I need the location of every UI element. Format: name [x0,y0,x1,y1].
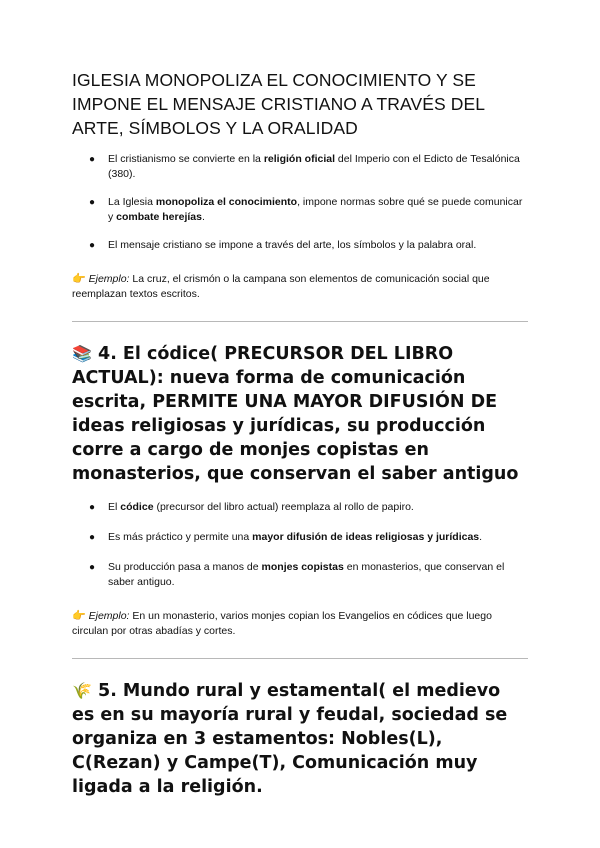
list-item [72,560,528,590]
bullet-bold: mayor difusión de ideas religiosas y jurídicas [252,531,480,543]
example-label: Ejemplo: [88,610,130,622]
books-icon: 📚 [72,344,92,363]
list-item [72,152,528,182]
bullet-text: Es más práctico y permite una [108,531,253,543]
bullet-icon: ● [89,154,96,165]
bullet-bold: monjes copistas [261,561,344,573]
bullet-bold: combate herejías [116,211,202,223]
section-4-title: 4. El códice( PRECURSOR DEL LIBRO ACTUAL): nueva forma de comunicación escrita, PERMITE UNA MAYOR DIFUSIÓN DE ideas religiosas y jurídicas, su producción corre a cargo de monjes copistas en monasterios, que conservan el saber antiguo [72,344,519,484]
bullet-text: El cristianismo se convierte en la [108,153,264,165]
bullet-text: El [108,501,121,513]
intro-example [72,272,528,302]
bullet-text: . [201,211,205,223]
pointing-hand-icon: 👉 [72,610,86,622]
bullet-text: . [479,531,483,543]
bullet-text: (precursor del libro actual) reemplaza al rollo de papiro. [153,501,414,513]
intro-heading: IGLESIA MONOPOLIZA EL CONOCIMIENTO Y SE IMPONE EL MENSAJE CRISTIANO A TRAVÉS DEL ARTE, SÍMBOLOS Y LA ORALIDAD [72,70,485,138]
bullet-text: El mensaje cristiano se impone a través del arte, los símbolos y la palabra oral. [108,239,477,251]
section-5-title: 5. Mundo rural y estamental( el medievo es en su mayoría rural y feudal, sociedad se organiza en 3 estamentos: Nobles(L), C(Rezan) y Campe(T), Comunicación muy ligada a la religión. [72,681,508,797]
bullet-bold: religión oficial [263,153,336,165]
section-4-bullet-list [72,500,528,590]
example-label: Ejemplo: [88,273,130,285]
bullet-icon: ● [89,197,96,208]
document-page [72,68,528,799]
bullet-icon: ● [89,502,96,513]
list-item [72,238,528,253]
list-item [72,530,528,545]
intro-bullet-list [72,152,528,253]
bullet-bold: códice [120,501,154,513]
list-item [72,500,528,515]
list-item [72,195,528,225]
pointing-hand-icon: 👉 [72,273,86,285]
section-4-heading [72,342,528,486]
bullet-text: , impone normas sobre qué se puede comunicar y [108,196,523,223]
bullet-text: en monasterios, que conservan el saber antiguo. [108,561,505,588]
section-5-heading [72,679,528,799]
bullet-text: Su producción pasa a manos de [108,561,262,573]
bullet-bold: monopoliza el conocimiento [155,196,298,208]
divider [72,658,528,659]
example-text: En un monasterio, varios monjes copian los Evangelios en códices que luego circulan por otras abadías y cortes. [72,610,492,637]
bullet-icon: ● [89,240,96,251]
bullet-icon: ● [89,532,96,543]
section-4-example [72,609,528,639]
bullet-text: del Imperio con el Edicto de Tesalónica (380). [108,153,520,180]
wheat-icon: 🌾 [72,681,92,700]
bullet-icon: ● [89,562,96,573]
example-text: La cruz, el crismón o la campana son elementos de comunicación social que reemplazan textos escritos. [72,273,490,300]
divider [72,321,528,322]
bullet-text: La Iglesia [108,196,156,208]
